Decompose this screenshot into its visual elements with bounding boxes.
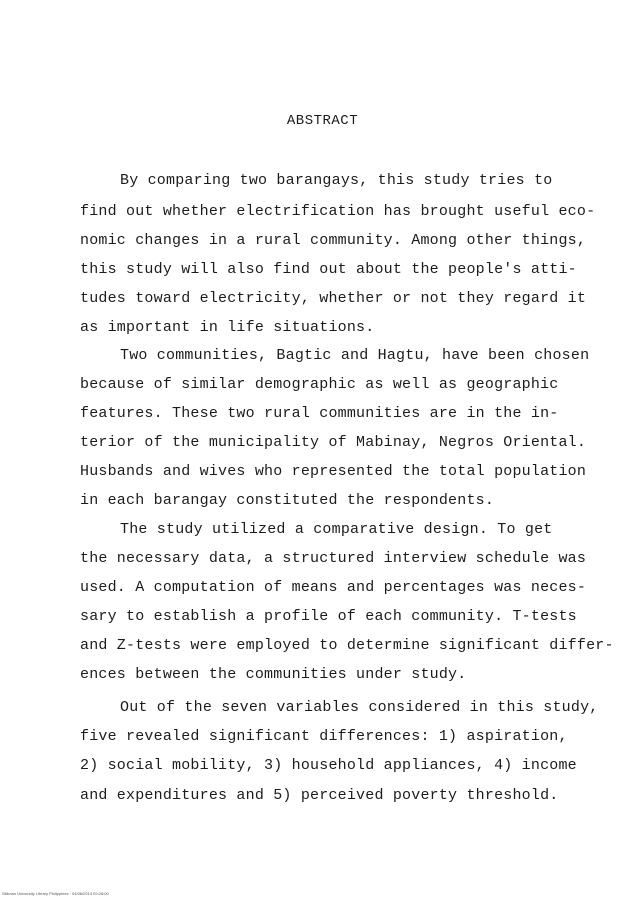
text-line: tudes toward electricity, whether or not they regard it [80,290,587,307]
text-line: terior of the municipality of Mabinay, Negros Oriental. [80,434,587,451]
abstract-title: ABSTRACT [286,113,359,129]
text-line: the necessary data, a structured interview schedule was [80,550,587,567]
text-line: sary to establish a profile of each community. T-tests [80,608,577,625]
text-line: find out whether electrification has brought useful eco- [80,203,596,220]
text-line: this study will also find out about the people's atti- [80,261,577,278]
text-line: features. These two rural communities are in the in- [80,405,559,422]
text-line: in each barangay constituted the respondents. [80,492,495,509]
text-line: nomic changes in a rural community. Among other things, [80,232,587,249]
text-line: and expenditures and 5) perceived poverty threshold. [80,787,559,804]
text-line: Husbands and wives who represented the total population [80,463,587,480]
text-line: because of similar demographic as well as geographic [80,376,559,393]
text-line: used. A computation of means and percentages was neces- [80,579,587,596]
text-line: Out of the seven variables considered in this study, [120,699,599,716]
text-line: 2) social mobility, 3) household appliances, 4) income [80,757,577,774]
text-line: and Z-tests were employed to determine significant differ- [80,637,614,654]
text-line: By comparing two barangays, this study tries to [120,172,553,189]
text-line: as important in life situations. [80,319,375,336]
text-line: ences between the communities under study. [80,666,467,683]
scan-footer: Silliman University Library Philippines · 04/08/2014 09:28:00 [2,891,109,896]
text-line: five revealed significant differences: 1) aspiration, [80,728,568,745]
text-line: Two communities, Bagtic and Hagtu, have been chosen [120,347,590,364]
text-line: The study utilized a comparative design. To get [120,521,553,538]
